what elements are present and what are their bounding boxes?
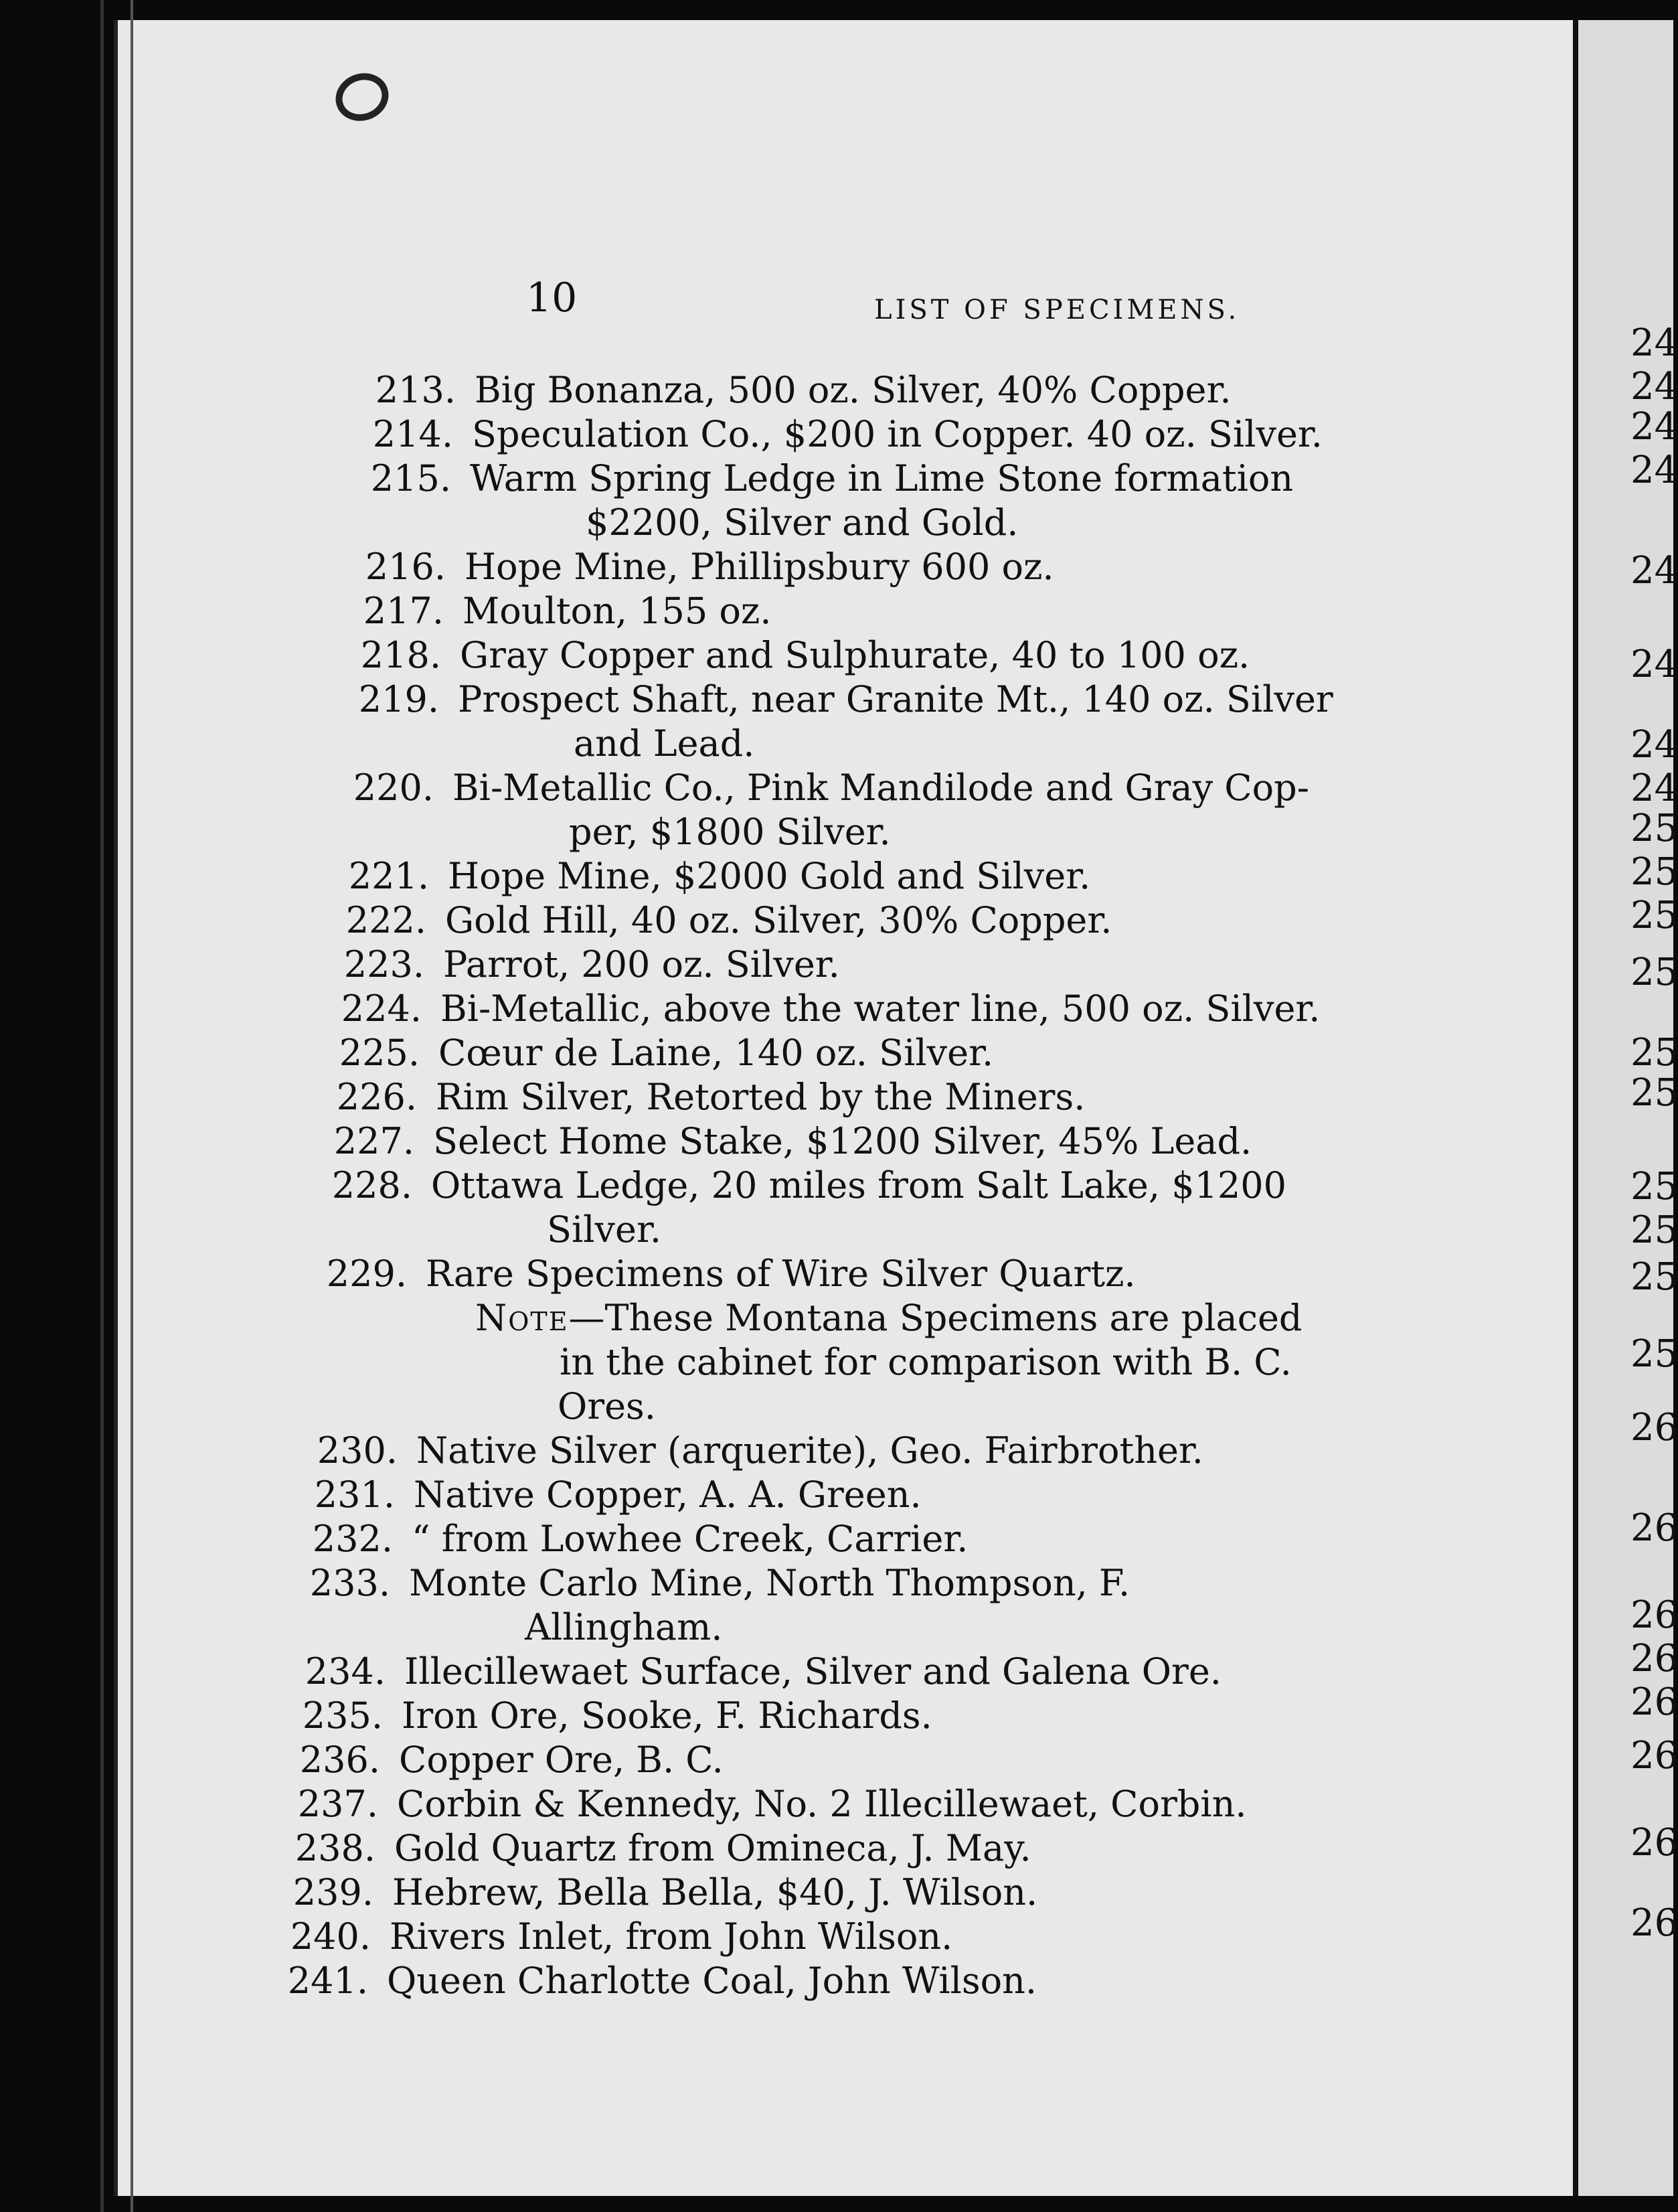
item-text: Rare Specimens of Wire Silver Quartz. bbox=[426, 1253, 1136, 1295]
book-page bbox=[114, 20, 1577, 2196]
list-item bbox=[287, 1429, 1203, 1473]
item-text: Cœur de Laine, 140 oz. Silver. bbox=[438, 1032, 994, 1074]
page-edge-lines bbox=[100, 0, 133, 2212]
item-text: Gold Hill, 40 oz. Silver, 30% Copper. bbox=[445, 899, 1112, 941]
facing-page-number-fragment: 26 bbox=[1630, 1406, 1678, 1449]
list-item bbox=[323, 766, 1309, 810]
facing-page-number-fragment: 24 bbox=[1630, 767, 1678, 810]
facing-page-number-fragment: 25 bbox=[1630, 894, 1678, 937]
item-number: 233. bbox=[309, 1562, 390, 1604]
item-continuation: Allingham. bbox=[525, 1606, 723, 1648]
facing-page-number-fragment: 24 bbox=[1630, 643, 1678, 686]
item-number: 218. bbox=[360, 634, 441, 676]
facing-page-number-fragment: 25 bbox=[1630, 850, 1678, 894]
facing-page-number-fragment: 24 bbox=[1630, 449, 1678, 492]
list-item bbox=[282, 1517, 968, 1561]
facing-page-number-fragment: 26 bbox=[1630, 1821, 1678, 1865]
list-item bbox=[270, 1738, 724, 1782]
facing-page-number-fragment: 24 bbox=[1630, 321, 1678, 365]
item-continuation: Ores. bbox=[558, 1385, 656, 1427]
item-text: “ from Lowhee Creek, Carrier. bbox=[412, 1518, 969, 1560]
item-number: 238. bbox=[295, 1827, 375, 1869]
item-text: Iron Ore, Sooke, F. Richards. bbox=[402, 1694, 932, 1737]
item-number: 219. bbox=[358, 678, 439, 720]
item-text: Warm Spring Ledge in Lime Stone formation bbox=[470, 457, 1294, 499]
item-number: 214. bbox=[372, 413, 453, 455]
running-head: LIST OF SPECIMENS. bbox=[874, 295, 1240, 325]
facing-page-number-fragment: 26 bbox=[1630, 1734, 1678, 1778]
item-continuation: per, $1800 Silver. bbox=[569, 811, 891, 853]
facing-page-number-fragment: 25 bbox=[1630, 1071, 1678, 1115]
list-item bbox=[304, 1119, 1252, 1164]
item-number: 235. bbox=[302, 1694, 383, 1737]
item-text: Select Home Stake, $1200 Silver, 45% Lead. bbox=[433, 1120, 1252, 1162]
item-text: Gray Copper and Sulphurate, 40 to 100 oz. bbox=[460, 634, 1250, 676]
item-text: Native Silver (arquerite), Geo. Fairbrother. bbox=[416, 1429, 1203, 1472]
item-number: 217. bbox=[363, 590, 444, 632]
facing-page-number-fragment: 25 bbox=[1630, 807, 1678, 850]
list-item bbox=[284, 1473, 922, 1517]
item-number: 229. bbox=[326, 1253, 407, 1295]
item-number: 234. bbox=[305, 1650, 386, 1692]
facing-page-number-fragment: 26 bbox=[1630, 1901, 1678, 1945]
item-text: Big Bonanza, 500 oz. Silver, 40% Copper. bbox=[475, 369, 1232, 411]
item-number: 237. bbox=[297, 1783, 378, 1825]
item-text: Speculation Co., $200 in Copper. 40 oz. Silver. bbox=[472, 413, 1323, 455]
item-number: 236. bbox=[299, 1739, 380, 1781]
list-item bbox=[314, 943, 840, 987]
list-item bbox=[329, 678, 1333, 722]
item-number: 220. bbox=[353, 767, 434, 809]
item-text: Ottawa Ledge, 20 miles from Salt Lake, $1200 bbox=[431, 1164, 1286, 1206]
list-item bbox=[265, 1826, 1031, 1871]
item-number: 213. bbox=[375, 369, 456, 411]
facing-page-number-fragment: 24 bbox=[1630, 723, 1678, 767]
item-text: Hope Mine, Phillipsbury 600 oz. bbox=[465, 546, 1054, 588]
facing-page-number-fragment: 25 bbox=[1630, 1208, 1678, 1252]
list-item bbox=[275, 1650, 1222, 1694]
facing-page-number-fragment: 26 bbox=[1630, 1680, 1678, 1724]
item-text: Parrot, 200 oz. Silver. bbox=[443, 943, 840, 985]
list-item bbox=[333, 589, 772, 633]
item-continuation: $2200, Silver and Gold. bbox=[586, 501, 1019, 544]
item-text: Illecillewaet Surface, Silver and Galena Ore. bbox=[404, 1650, 1222, 1692]
item-text: Monte Carlo Mine, North Thompson, F. bbox=[409, 1562, 1130, 1604]
item-number: 241. bbox=[287, 1960, 368, 2002]
facing-page-number-fragment: 25 bbox=[1630, 951, 1678, 994]
facing-page-number-fragment: 25 bbox=[1630, 1255, 1678, 1299]
item-number: 216. bbox=[365, 546, 446, 588]
item-text: Native Copper, A. A. Green. bbox=[414, 1474, 922, 1516]
list-item bbox=[331, 633, 1250, 678]
item-number: 231. bbox=[314, 1474, 395, 1516]
facing-page-number-fragment: 25 bbox=[1630, 1031, 1678, 1075]
facing-page-number-fragment: 24 bbox=[1630, 405, 1678, 449]
item-text: Rim Silver, Retorted by the Miners. bbox=[436, 1076, 1086, 1118]
facing-page-number-fragment: 25 bbox=[1630, 1165, 1678, 1208]
item-text: Hebrew, Bella Bella, $40, J. Wilson. bbox=[392, 1871, 1038, 1913]
item-number: 215. bbox=[370, 457, 451, 499]
list-item bbox=[302, 1164, 1286, 1208]
item-number: 232. bbox=[312, 1518, 393, 1560]
item-text: Bi-Metallic Co., Pink Mandilode and Gray Cop- bbox=[452, 767, 1309, 809]
list-item bbox=[341, 457, 1293, 501]
note-label: Note bbox=[475, 1297, 569, 1339]
list-item bbox=[309, 1031, 993, 1075]
item-number: 223. bbox=[343, 943, 424, 985]
facing-page-number-fragment: 24 bbox=[1630, 549, 1678, 592]
item-number: 224. bbox=[341, 988, 422, 1030]
page-number: 10 bbox=[526, 274, 578, 321]
list-item bbox=[319, 854, 1090, 898]
list-item bbox=[258, 1959, 1037, 2003]
item-text: Moulton, 155 oz. bbox=[463, 590, 772, 632]
facing-page-fragment bbox=[1573, 20, 1678, 2196]
item-text: Corbin & Kennedy, No. 2 Illecillewaet, Corbin. bbox=[397, 1783, 1247, 1825]
facing-page-number-fragment: 26 bbox=[1630, 1506, 1678, 1550]
item-number: 227. bbox=[333, 1120, 414, 1162]
ink-blot-mark bbox=[329, 66, 395, 128]
item-text: Copper Ore, B. C. bbox=[399, 1739, 724, 1781]
list-item bbox=[260, 1915, 952, 1959]
list-item bbox=[335, 545, 1054, 589]
item-number: 239. bbox=[292, 1871, 373, 1913]
list-item bbox=[316, 898, 1112, 943]
list-item bbox=[343, 412, 1323, 457]
item-continuation: and Lead. bbox=[574, 722, 755, 765]
list-item bbox=[272, 1694, 932, 1738]
list-item bbox=[307, 1075, 1085, 1119]
note-line bbox=[475, 1296, 1302, 1340]
item-continuation: in the cabinet for comparison with B. C. bbox=[560, 1341, 1292, 1383]
item-number: 228. bbox=[331, 1164, 412, 1206]
note-text: —These Montana Specimens are placed bbox=[568, 1297, 1303, 1339]
list-item bbox=[297, 1252, 1136, 1296]
item-number: 221. bbox=[348, 855, 429, 897]
list-item bbox=[280, 1561, 1130, 1605]
item-number: 225. bbox=[339, 1032, 420, 1074]
list-item bbox=[263, 1871, 1037, 1915]
list-item bbox=[268, 1782, 1247, 1826]
list-item bbox=[345, 368, 1232, 412]
item-continuation: Silver. bbox=[547, 1208, 662, 1251]
item-text: Rivers Inlet, from John Wilson. bbox=[390, 1915, 953, 1958]
item-number: 240. bbox=[290, 1915, 371, 1958]
item-text: Gold Quartz from Omineca, J. May. bbox=[394, 1827, 1031, 1869]
facing-page-number-fragment: 26 bbox=[1630, 1593, 1678, 1637]
facing-page-number-fragment: 25 bbox=[1630, 1332, 1678, 1376]
list-item bbox=[311, 987, 1320, 1031]
item-number: 230. bbox=[317, 1429, 398, 1472]
facing-page-number-fragment: 24 bbox=[1630, 365, 1678, 408]
item-text: Prospect Shaft, near Granite Mt., 140 oz. Silver bbox=[458, 678, 1333, 720]
item-text: Bi-Metallic, above the water line, 500 oz. Silver. bbox=[440, 988, 1321, 1030]
item-number: 226. bbox=[336, 1076, 417, 1118]
item-number: 222. bbox=[345, 899, 426, 941]
facing-page-number-fragment: 26 bbox=[1630, 1637, 1678, 1680]
item-text: Queen Charlotte Coal, John Wilson. bbox=[387, 1960, 1037, 2002]
item-text: Hope Mine, $2000 Gold and Silver. bbox=[448, 855, 1091, 897]
